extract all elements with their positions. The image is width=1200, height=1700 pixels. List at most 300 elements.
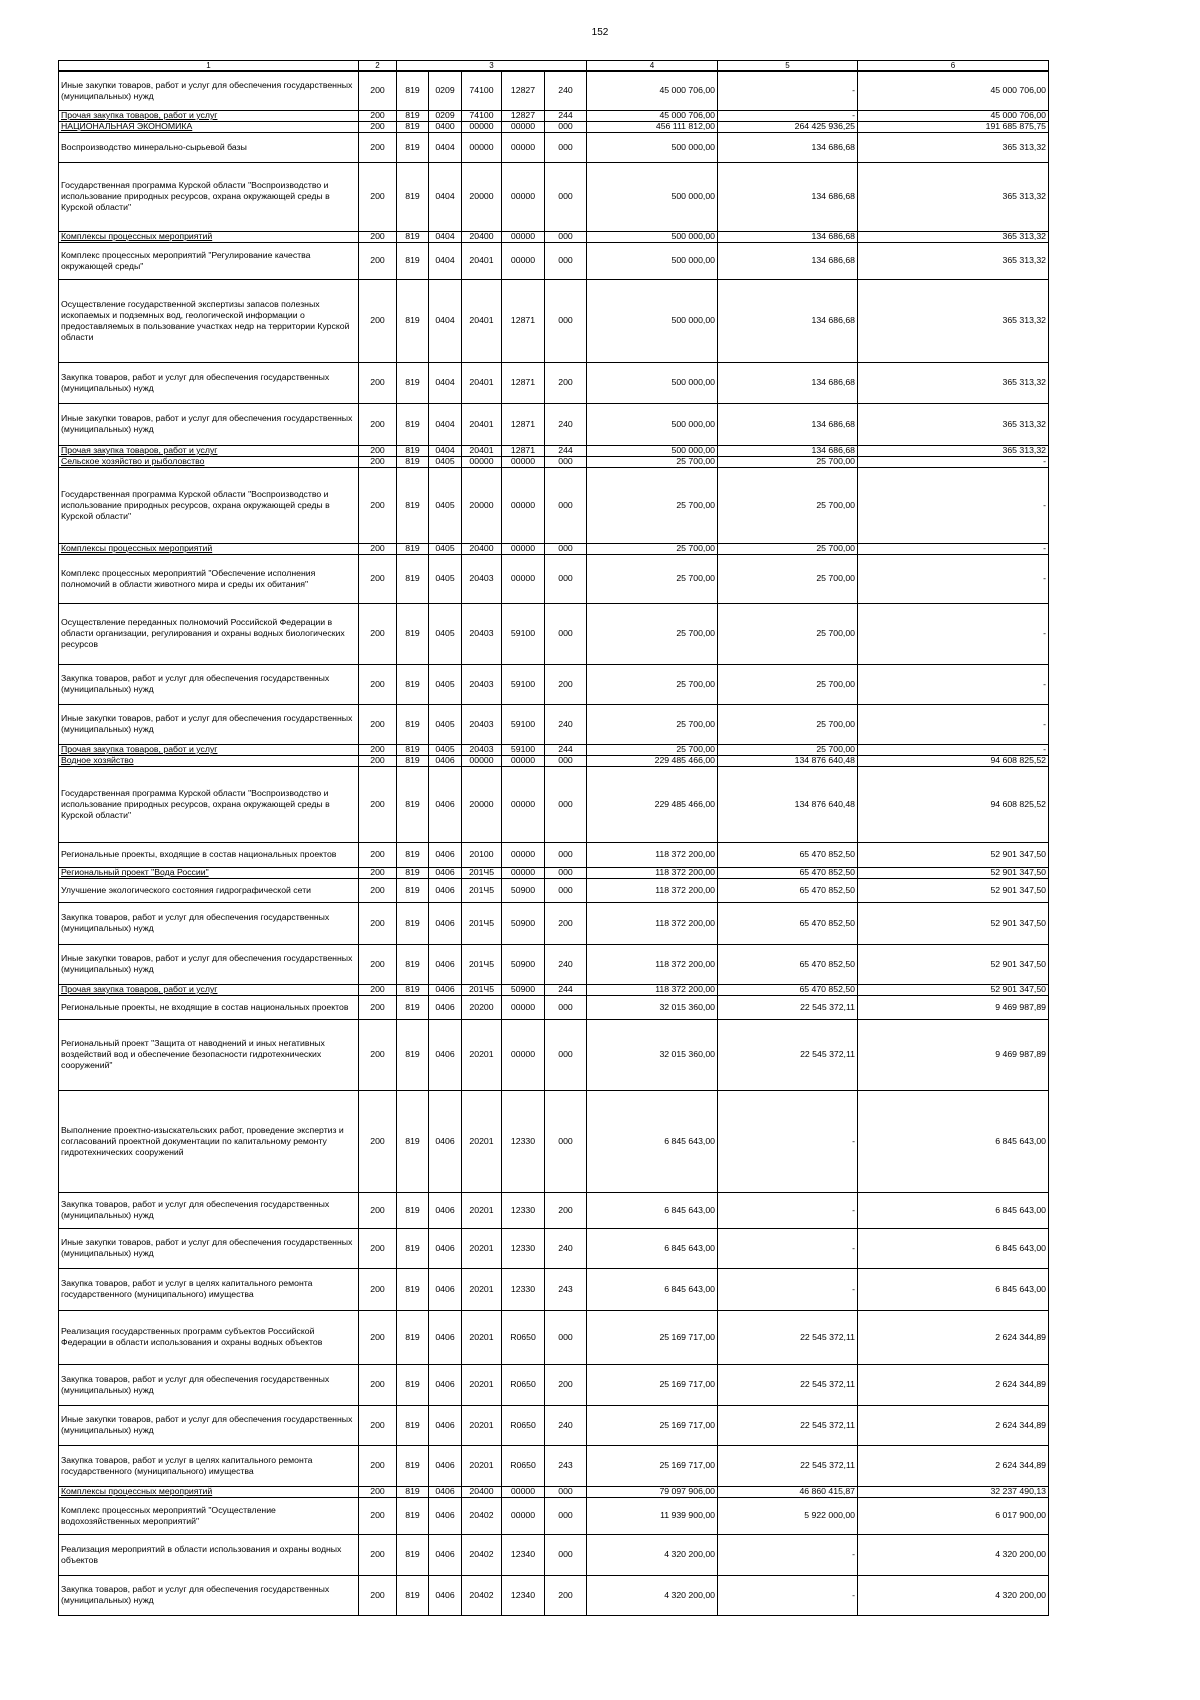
row-code-5: 50900 (502, 878, 545, 902)
row-value-5: 25 700,00 (718, 467, 858, 543)
row-name-text: Региональный проект "Защита от наводнений и иных негативных воздействий вод и обеспечение безопасности гидротехнических сооружений" (61, 1038, 325, 1070)
row-name (59, 1364, 359, 1405)
row-code-6: 000 (545, 456, 587, 467)
row-code-4: 20201 (462, 1445, 502, 1486)
row-name-text: Прочая закупка товаров, работ и услуг (61, 744, 218, 754)
table-row (59, 403, 1049, 445)
row-name (59, 984, 359, 995)
row-code-6: 200 (545, 902, 587, 944)
row-name-text: НАЦИОНАЛЬНАЯ ЭКОНОМИКА (61, 121, 193, 131)
row-value-6: 6 845 643,00 (858, 1090, 1049, 1192)
header-col-5: 5 (718, 61, 858, 72)
row-code-5: 12330 (502, 1268, 545, 1310)
row-code-5: 12340 (502, 1575, 545, 1615)
row-code-6: 200 (545, 1364, 587, 1405)
row-name (59, 1575, 359, 1615)
row-value-5: 22 545 372,11 (718, 1364, 858, 1405)
row-value-4: 25 700,00 (587, 467, 718, 543)
row-name (59, 867, 359, 878)
row-code-3: 0406 (429, 878, 462, 902)
header-col-6: 6 (858, 61, 1049, 72)
row-code-6: 000 (545, 755, 587, 766)
row-code-1: 200 (359, 664, 397, 704)
row-name-text: Прочая закупка товаров, работ и услуг (61, 445, 218, 455)
row-code-4: 74100 (462, 71, 502, 110)
row-code-5: 00000 (502, 867, 545, 878)
row-name (59, 1228, 359, 1268)
row-code-4: 20402 (462, 1534, 502, 1575)
row-code-3: 0406 (429, 755, 462, 766)
table-row (59, 842, 1049, 867)
row-value-6: - (858, 603, 1049, 664)
row-name-text: Государственная программа Курской области "Воспроизводство и использование природных ресурсов, охрана окружающей среды в Курской области" (61, 180, 330, 212)
row-value-6: 365 313,32 (858, 279, 1049, 362)
table-row (59, 110, 1049, 121)
row-value-5: 134 876 640,48 (718, 766, 858, 842)
row-name (59, 132, 359, 162)
table-row (59, 543, 1049, 554)
row-code-5: 12871 (502, 279, 545, 362)
row-code-5: 00000 (502, 121, 545, 132)
row-value-4: 229 485 466,00 (587, 755, 718, 766)
table-row (59, 554, 1049, 603)
row-code-1: 200 (359, 162, 397, 231)
row-value-4: 118 372 200,00 (587, 902, 718, 944)
row-code-2: 819 (397, 110, 429, 121)
row-name-text: Комплексы процессных мероприятий (61, 543, 213, 553)
row-name (59, 279, 359, 362)
row-code-3: 0404 (429, 242, 462, 279)
row-name (59, 543, 359, 554)
row-value-4: 118 372 200,00 (587, 878, 718, 902)
row-name-text: Закупка товаров, работ и услуг для обеспечения государственных (муниципальных) нужд (61, 912, 330, 933)
row-name-text: Закупка товаров, работ и услуг для обеспечения государственных (муниципальных) нужд (61, 371, 330, 393)
row-value-6: 52 901 347,50 (858, 842, 1049, 867)
row-name (59, 242, 359, 279)
row-code-5: 00000 (502, 467, 545, 543)
table-row (59, 878, 1049, 902)
row-code-3: 0406 (429, 867, 462, 878)
row-value-6: - (858, 456, 1049, 467)
row-code-1: 200 (359, 132, 397, 162)
row-name-text: Комплексы процессных мероприятий (61, 231, 213, 241)
row-value-6: 2 624 344,89 (858, 1405, 1049, 1445)
row-code-6: 000 (545, 121, 587, 132)
row-value-4: 25 169 717,00 (587, 1310, 718, 1364)
row-value-6: - (858, 543, 1049, 554)
row-code-2: 819 (397, 554, 429, 603)
row-code-5: R0650 (502, 1405, 545, 1445)
row-code-1: 200 (359, 362, 397, 403)
row-code-1: 200 (359, 984, 397, 995)
row-code-2: 819 (397, 902, 429, 944)
row-code-1: 200 (359, 1090, 397, 1192)
row-value-6: 52 901 347,50 (858, 867, 1049, 878)
row-code-3: 0405 (429, 554, 462, 603)
row-name-text: Прочая закупка товаров, работ и услуг (61, 110, 218, 120)
row-code-3: 0406 (429, 1405, 462, 1445)
row-code-5: 00000 (502, 456, 545, 467)
table-row (59, 704, 1049, 744)
table-row (59, 121, 1049, 132)
row-value-4: 32 015 360,00 (587, 995, 718, 1019)
row-code-5: 12871 (502, 403, 545, 445)
row-value-5: 65 470 852,50 (718, 878, 858, 902)
row-code-6: 000 (545, 554, 587, 603)
row-code-1: 200 (359, 543, 397, 554)
row-code-6: 000 (545, 242, 587, 279)
row-value-6: - (858, 467, 1049, 543)
row-name (59, 664, 359, 704)
row-code-4: 201Ч5 (462, 867, 502, 878)
row-value-6: 6 845 643,00 (858, 1192, 1049, 1228)
row-code-4: 20400 (462, 543, 502, 554)
table-row (59, 456, 1049, 467)
row-value-6: 94 608 825,52 (858, 755, 1049, 766)
row-value-6: 6 845 643,00 (858, 1268, 1049, 1310)
row-code-6: 244 (545, 744, 587, 755)
row-value-4: 500 000,00 (587, 132, 718, 162)
row-code-6: 000 (545, 603, 587, 664)
row-value-5: - (718, 1192, 858, 1228)
table-row (59, 1090, 1049, 1192)
row-value-5: 25 700,00 (718, 543, 858, 554)
row-code-5: 59100 (502, 664, 545, 704)
row-code-1: 200 (359, 995, 397, 1019)
row-code-4: 20201 (462, 1405, 502, 1445)
row-value-6: 45 000 706,00 (858, 71, 1049, 110)
row-name-text: Закупка товаров, работ и услуг в целях капитального ремонта государственного (муниципального) имущества (61, 1454, 313, 1476)
row-code-4: 20403 (462, 664, 502, 704)
row-name-text: Улучшение экологического состояния гидрографической сети (61, 884, 312, 895)
row-value-4: 45 000 706,00 (587, 110, 718, 121)
row-name-text: Иные закупки товаров, работ и услуг для обеспечения государственных (муниципальных) нужд (61, 79, 353, 101)
row-code-1: 200 (359, 456, 397, 467)
row-code-4: 20200 (462, 995, 502, 1019)
row-code-6: 200 (545, 664, 587, 704)
row-code-4: 20403 (462, 554, 502, 603)
row-value-5: 134 686,68 (718, 403, 858, 445)
header-col-3: 3 (397, 61, 587, 72)
row-name (59, 110, 359, 121)
row-code-6: 000 (545, 1090, 587, 1192)
row-code-2: 819 (397, 755, 429, 766)
row-code-5: R0650 (502, 1364, 545, 1405)
row-value-5: - (718, 1268, 858, 1310)
row-code-2: 819 (397, 1268, 429, 1310)
row-name (59, 1486, 359, 1497)
row-code-1: 200 (359, 403, 397, 445)
row-code-4: 20401 (462, 403, 502, 445)
row-value-6: 365 313,32 (858, 362, 1049, 403)
table-row (59, 445, 1049, 456)
row-name (59, 944, 359, 984)
row-name (59, 1534, 359, 1575)
row-code-4: 74100 (462, 110, 502, 121)
row-code-6: 000 (545, 878, 587, 902)
row-code-2: 819 (397, 121, 429, 132)
header-col-1: 1 (59, 61, 359, 72)
row-name-text: Комплекс процессных мероприятий "Регулирование качества окружающей среды" (61, 249, 311, 271)
row-code-4: 20403 (462, 744, 502, 755)
row-name (59, 995, 359, 1019)
table-row (59, 755, 1049, 766)
row-value-4: 118 372 200,00 (587, 944, 718, 984)
row-code-3: 0406 (429, 1019, 462, 1090)
row-name-text: Региональный проект "Вода России" (61, 867, 209, 877)
row-code-6: 000 (545, 842, 587, 867)
table-row (59, 766, 1049, 842)
row-value-5: 22 545 372,11 (718, 995, 858, 1019)
row-value-6: 365 313,32 (858, 242, 1049, 279)
row-value-6: 6 845 643,00 (858, 1228, 1049, 1268)
row-value-6: - (858, 744, 1049, 755)
row-name-text: Воспроизводство минерально-сырьевой базы (61, 141, 247, 152)
row-code-6: 000 (545, 766, 587, 842)
row-code-3: 0406 (429, 1497, 462, 1534)
row-code-1: 200 (359, 944, 397, 984)
row-code-1: 200 (359, 902, 397, 944)
row-name-text: Государственная программа Курской области "Воспроизводство и использование природных ресурсов, охрана окружающей среды в Курской области" (61, 488, 330, 521)
row-name-text: Осуществление переданных полномочий Российской Федерации в области организации, регулирования и охраны водных биологических ресурсов (61, 617, 345, 649)
row-code-3: 0406 (429, 1364, 462, 1405)
row-code-2: 819 (397, 603, 429, 664)
row-value-4: 118 372 200,00 (587, 984, 718, 995)
row-code-1: 200 (359, 467, 397, 543)
row-code-5: R0650 (502, 1310, 545, 1364)
row-code-5: 12340 (502, 1534, 545, 1575)
row-value-5: 134 686,68 (718, 162, 858, 231)
row-value-5: 134 686,68 (718, 242, 858, 279)
row-code-3: 0406 (429, 1534, 462, 1575)
row-value-4: 6 845 643,00 (587, 1192, 718, 1228)
row-code-2: 819 (397, 132, 429, 162)
row-name (59, 362, 359, 403)
row-name (59, 1019, 359, 1090)
row-code-4: 00000 (462, 121, 502, 132)
row-code-5: 00000 (502, 554, 545, 603)
row-name (59, 704, 359, 744)
row-code-4: 20201 (462, 1310, 502, 1364)
row-value-5: - (718, 1228, 858, 1268)
row-code-5: 12871 (502, 445, 545, 456)
row-code-4: 201Ч5 (462, 878, 502, 902)
row-value-4: 25 700,00 (587, 554, 718, 603)
row-name (59, 121, 359, 132)
row-code-3: 0406 (429, 1192, 462, 1228)
row-value-6: 365 313,32 (858, 403, 1049, 445)
row-code-6: 240 (545, 1228, 587, 1268)
row-value-5: - (718, 110, 858, 121)
row-value-5: 134 686,68 (718, 132, 858, 162)
row-code-6: 240 (545, 944, 587, 984)
row-code-2: 819 (397, 1090, 429, 1192)
row-code-1: 200 (359, 231, 397, 242)
row-value-6: 365 313,32 (858, 445, 1049, 456)
row-code-3: 0405 (429, 664, 462, 704)
table-row (59, 744, 1049, 755)
row-name (59, 1090, 359, 1192)
row-code-5: R0650 (502, 1445, 545, 1486)
table-row (59, 1192, 1049, 1228)
row-value-6: 52 901 347,50 (858, 902, 1049, 944)
row-value-6: 45 000 706,00 (858, 110, 1049, 121)
row-code-3: 0404 (429, 362, 462, 403)
row-code-5: 12330 (502, 1192, 545, 1228)
row-name-text: Закупка товаров, работ и услуг для обеспечения государственных (муниципальных) нужд (61, 673, 330, 694)
row-code-2: 819 (397, 456, 429, 467)
row-code-1: 200 (359, 1310, 397, 1364)
row-code-4: 00000 (462, 132, 502, 162)
row-code-5: 59100 (502, 704, 545, 744)
row-value-5: 134 686,68 (718, 445, 858, 456)
row-code-2: 819 (397, 403, 429, 445)
row-code-3: 0406 (429, 902, 462, 944)
row-name-text: Водное хозяйство (61, 755, 134, 765)
row-code-3: 0404 (429, 162, 462, 231)
row-value-4: 25 700,00 (587, 744, 718, 755)
row-name (59, 1268, 359, 1310)
row-code-1: 200 (359, 755, 397, 766)
table-row (59, 902, 1049, 944)
row-code-6: 200 (545, 1575, 587, 1615)
row-code-2: 819 (397, 984, 429, 995)
row-value-6: 365 313,32 (858, 132, 1049, 162)
row-code-4: 20000 (462, 766, 502, 842)
row-code-6: 244 (545, 984, 587, 995)
row-name-text: Закупка товаров, работ и услуг в целях капитального ремонта государственного (муниципального) имущества (61, 1278, 313, 1299)
row-code-2: 819 (397, 766, 429, 842)
table-row (59, 1575, 1049, 1615)
row-code-2: 819 (397, 1405, 429, 1445)
row-value-6: 4 320 200,00 (858, 1534, 1049, 1575)
row-code-2: 819 (397, 1019, 429, 1090)
row-code-3: 0404 (429, 279, 462, 362)
row-code-1: 200 (359, 766, 397, 842)
row-code-2: 819 (397, 162, 429, 231)
table-row (59, 1486, 1049, 1497)
row-code-3: 0404 (429, 445, 462, 456)
row-code-2: 819 (397, 242, 429, 279)
row-value-4: 25 169 717,00 (587, 1445, 718, 1486)
row-value-6: 2 624 344,89 (858, 1364, 1049, 1405)
row-code-2: 819 (397, 1497, 429, 1534)
row-code-3: 0406 (429, 1228, 462, 1268)
table-row (59, 162, 1049, 231)
row-code-1: 200 (359, 554, 397, 603)
row-value-4: 500 000,00 (587, 279, 718, 362)
row-code-1: 200 (359, 279, 397, 362)
row-code-1: 200 (359, 110, 397, 121)
row-code-5: 00000 (502, 132, 545, 162)
row-name-text: Иные закупки товаров, работ и услуг для обеспечения государственных (муниципальных) нужд (61, 953, 353, 974)
row-code-5: 12827 (502, 71, 545, 110)
row-name-text: Прочая закупка товаров, работ и услуг (61, 984, 218, 994)
row-code-2: 819 (397, 1534, 429, 1575)
row-code-5: 50900 (502, 902, 545, 944)
row-code-1: 200 (359, 1228, 397, 1268)
row-code-3: 0406 (429, 1575, 462, 1615)
row-value-5: 25 700,00 (718, 664, 858, 704)
row-code-5: 50900 (502, 944, 545, 984)
row-code-6: 244 (545, 110, 587, 121)
row-value-5: 134 876 640,48 (718, 755, 858, 766)
row-value-5: 65 470 852,50 (718, 944, 858, 984)
row-code-2: 819 (397, 71, 429, 110)
row-value-5: 134 686,68 (718, 362, 858, 403)
row-code-6: 240 (545, 1405, 587, 1445)
row-value-6: 191 685 875,75 (858, 121, 1049, 132)
row-code-6: 000 (545, 1310, 587, 1364)
row-name-text: Иные закупки товаров, работ и услуг для обеспечения государственных (муниципальных) нужд (61, 713, 353, 734)
row-code-2: 819 (397, 744, 429, 755)
table-row (59, 1268, 1049, 1310)
row-name-text: Сельское хозяйство и рыболовство (61, 456, 205, 466)
row-name (59, 902, 359, 944)
page-number: 152 (591, 27, 609, 38)
row-code-4: 201Ч5 (462, 902, 502, 944)
table-row (59, 1445, 1049, 1486)
row-name (59, 467, 359, 543)
row-code-5: 00000 (502, 231, 545, 242)
row-name-text: Комплексы процессных мероприятий (61, 1486, 213, 1496)
row-code-3: 0404 (429, 231, 462, 242)
row-code-6: 240 (545, 704, 587, 744)
row-code-5: 12330 (502, 1228, 545, 1268)
row-value-5: - (718, 1534, 858, 1575)
row-value-4: 456 111 812,00 (587, 121, 718, 132)
row-code-4: 20400 (462, 231, 502, 242)
table-row (59, 1019, 1049, 1090)
row-value-5: 65 470 852,50 (718, 842, 858, 867)
row-code-4: 20401 (462, 242, 502, 279)
row-code-3: 0405 (429, 456, 462, 467)
row-value-4: 25 700,00 (587, 704, 718, 744)
row-value-5: 22 545 372,11 (718, 1405, 858, 1445)
row-name (59, 1445, 359, 1486)
row-value-5: 65 470 852,50 (718, 867, 858, 878)
row-name-text: Комплекс процессных мероприятий "Обеспечение исполнения полномочий в области животного мира и среды их обитания" (61, 567, 316, 589)
row-code-2: 819 (397, 842, 429, 867)
row-code-3: 0405 (429, 704, 462, 744)
row-code-2: 819 (397, 1575, 429, 1615)
row-code-4: 20401 (462, 445, 502, 456)
row-code-3: 0406 (429, 984, 462, 995)
row-name-text: Реализация мероприятий в области использования и охраны водных объектов (61, 1543, 342, 1565)
row-code-4: 20000 (462, 467, 502, 543)
row-code-5: 12827 (502, 110, 545, 121)
row-code-3: 0406 (429, 766, 462, 842)
row-name (59, 766, 359, 842)
row-code-5: 00000 (502, 842, 545, 867)
row-code-1: 200 (359, 1486, 397, 1497)
row-name-text: Выполнение проектно-изыскательских работ, проведение экспертиз и согласований проектной документации по капитальному ремонту гидротехнических сооружений (61, 1124, 344, 1157)
row-code-2: 819 (397, 231, 429, 242)
row-code-5: 00000 (502, 162, 545, 231)
row-value-5: 46 860 415,87 (718, 1486, 858, 1497)
row-code-1: 200 (359, 1534, 397, 1575)
row-value-5: 22 545 372,11 (718, 1445, 858, 1486)
row-code-5: 00000 (502, 1497, 545, 1534)
row-name (59, 162, 359, 231)
header-col-4: 4 (587, 61, 718, 72)
row-code-2: 819 (397, 467, 429, 543)
row-code-5: 12330 (502, 1090, 545, 1192)
table-row (59, 279, 1049, 362)
row-value-4: 6 845 643,00 (587, 1228, 718, 1268)
row-code-3: 0405 (429, 467, 462, 543)
table-row (59, 1534, 1049, 1575)
